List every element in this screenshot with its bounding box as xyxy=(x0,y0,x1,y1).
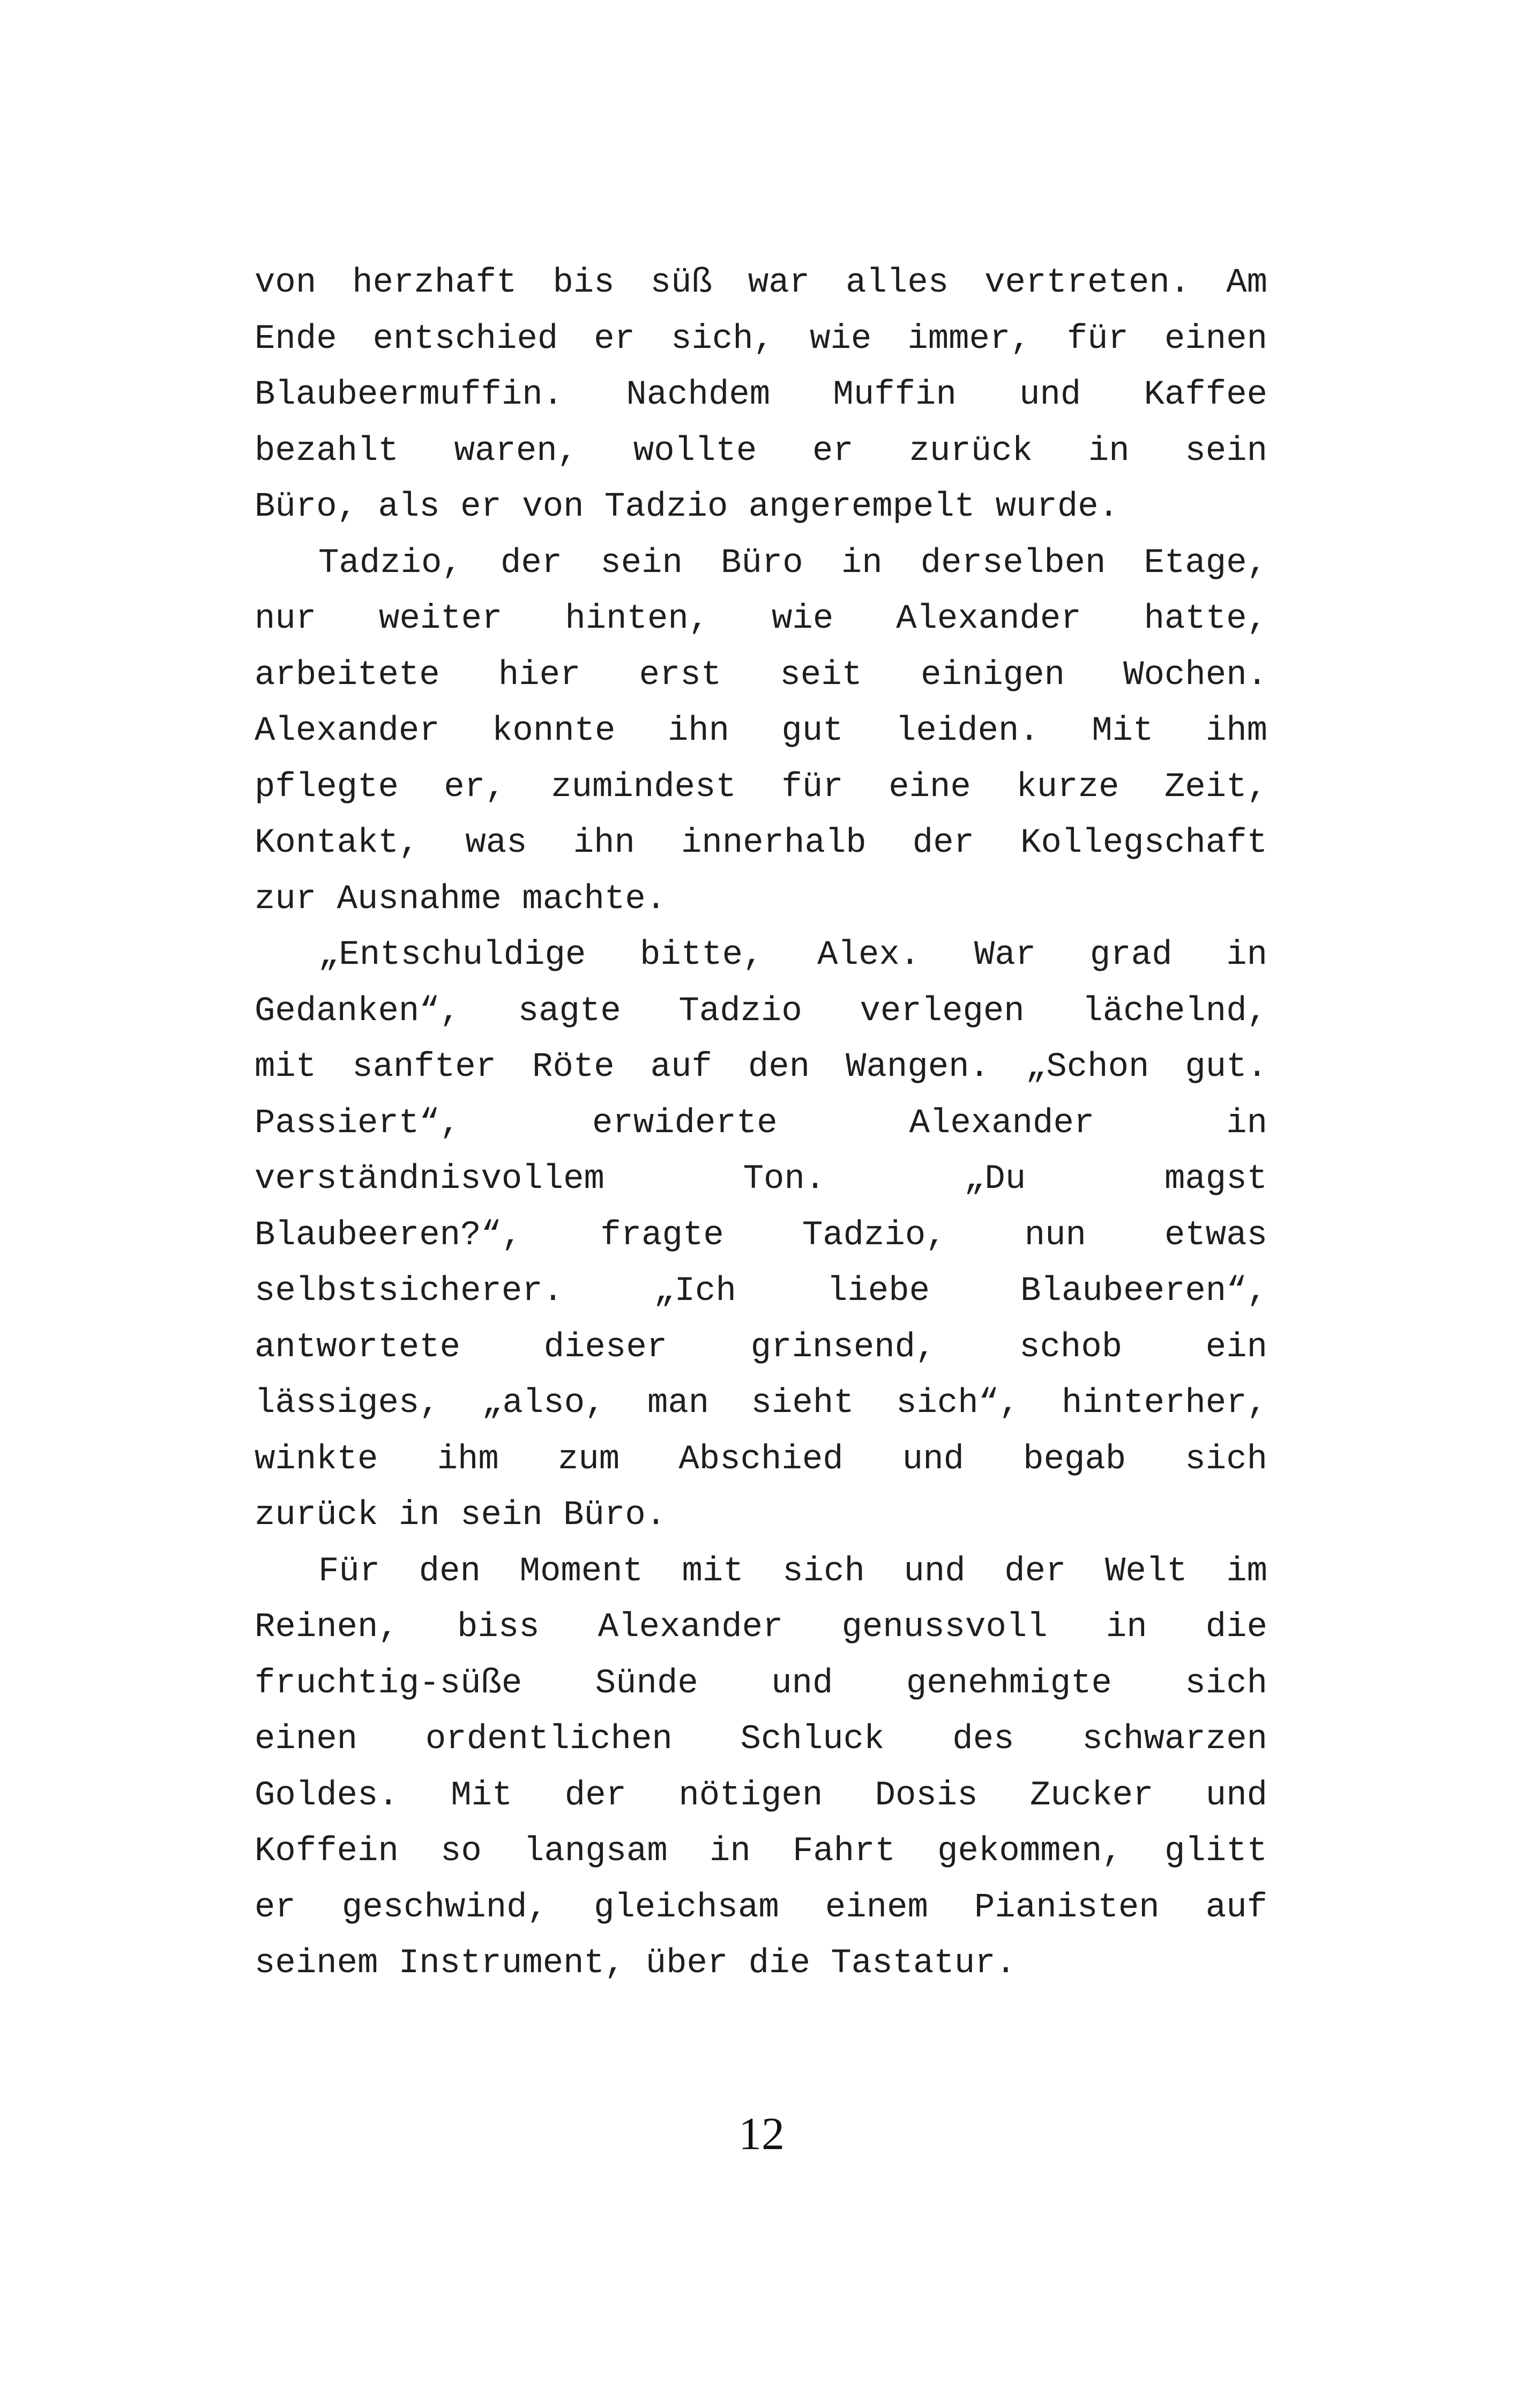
text-line: Büro, als er von Tadzio angerempelt wurde. xyxy=(255,488,1119,526)
text-line: Ende entschied er sich, wie immer, für einen xyxy=(255,319,1267,359)
text-line: antwortete dieser grinsend, schob ein xyxy=(255,1328,1267,1367)
text-line: Passiert“, erwiderte Alexander in xyxy=(255,1104,1267,1143)
text-line: pflegte er, zumindest für eine kurze Zeit, xyxy=(255,768,1267,807)
text-line: seinem Instrument, über die Tastatur. xyxy=(255,1944,1017,1983)
text-line: lässiges, „also, man sieht sich“, hinterher, xyxy=(255,1384,1267,1423)
text-line: von herzhaft bis süß war alles vertreten. Am xyxy=(255,264,1267,302)
text-line: arbeitete hier erst seit einigen Wochen. xyxy=(255,656,1267,695)
text-line: Für den Moment mit sich und der Welt im xyxy=(318,1552,1267,1591)
text-line: Koffein so langsam in Fahrt gekommen, glitt xyxy=(255,1832,1267,1871)
text-line: zur Ausnahme machte. xyxy=(255,880,667,919)
text-line: verständnisvollem Ton. „Du magst xyxy=(255,1160,1267,1199)
text-line: Blaubeermuffin. Nachdem Muffin und Kaffee xyxy=(255,376,1267,414)
text-line: zurück in sein Büro. xyxy=(255,1496,667,1535)
text-line: winkte ihm zum Abschied und begab sich xyxy=(255,1440,1267,1479)
body-text xyxy=(255,255,1267,1992)
text-line: mit sanfter Röte auf den Wangen. „Schon gut. xyxy=(255,1048,1267,1087)
text-line: Kontakt, was ihn innerhalb der Kollegschaft xyxy=(255,824,1267,863)
page-number: 12 xyxy=(738,2108,785,2159)
text-line: Tadzio, der sein Büro in derselben Etage, xyxy=(318,544,1267,583)
text-line: bezahlt waren, wollte er zurück in sein xyxy=(255,432,1267,471)
text-line: Goldes. Mit der nötigen Dosis Zucker und xyxy=(255,1776,1267,1815)
text-line: Gedanken“, sagte Tadzio verlegen lächelnd, xyxy=(255,992,1267,1031)
text-line: nur weiter hinten, wie Alexander hatte, xyxy=(255,600,1267,638)
text-line: einen ordentlichen Schluck des schwarzen xyxy=(255,1720,1267,1759)
text-line: „Entschuldige bitte, Alex. War grad in xyxy=(318,936,1267,975)
text-line: er geschwind, gleichsam einem Pianisten auf xyxy=(255,1888,1267,1927)
text-line: Blaubeeren?“, fragte Tadzio, nun etwas xyxy=(255,1216,1267,1255)
text-line: selbstsicherer. „Ich liebe Blaubeeren“, xyxy=(255,1272,1267,1311)
text-line: Reinen, biss Alexander genussvoll in die xyxy=(255,1608,1267,1647)
text-line: fruchtig-süße Sünde und genehmigte sich xyxy=(255,1664,1267,1703)
text-line: Alexander konnte ihn gut leiden. Mit ihm xyxy=(255,712,1267,750)
